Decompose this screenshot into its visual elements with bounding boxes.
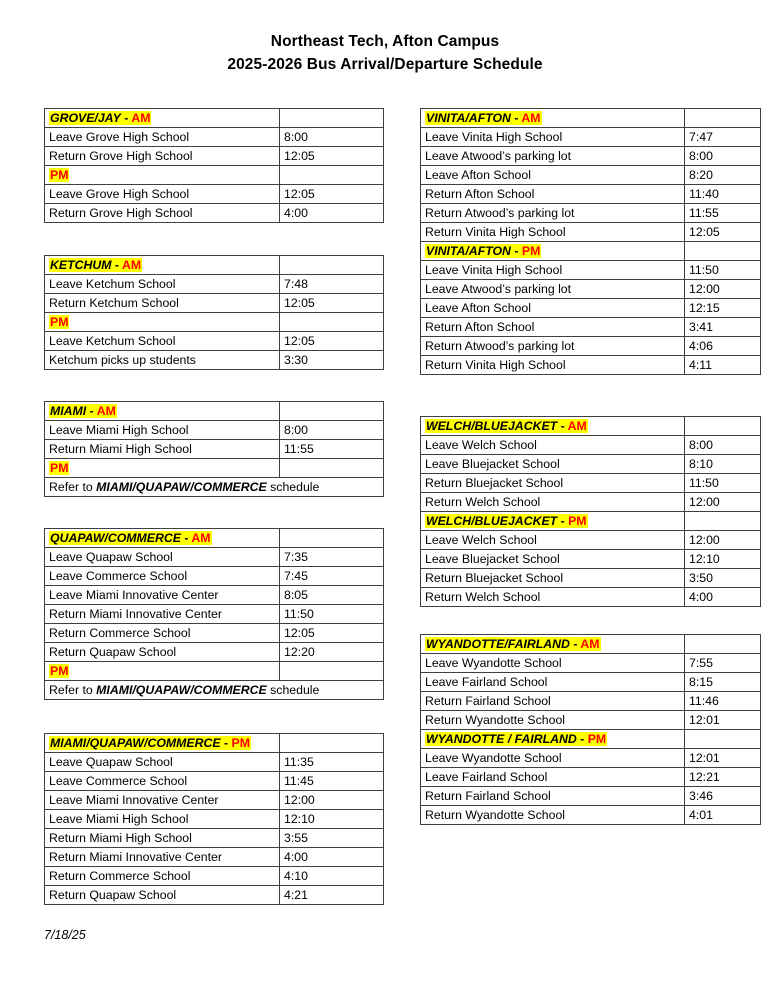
route-header-dash: -: [510, 110, 522, 125]
time-cell-empty-grove-jay-pm: [280, 166, 384, 185]
route-header-highlight: [425, 514, 588, 528]
stop-label-cell: Return Miami Innovative Center: [45, 605, 280, 624]
table-row: [421, 654, 761, 673]
table-gap: [44, 700, 374, 733]
time-cell-empty-vinita-afton-hdr2: [685, 242, 761, 261]
table-row: [45, 624, 384, 643]
route-header-highlight: [49, 111, 151, 125]
stop-time-cell: 12:10: [280, 810, 384, 829]
route-header-dash: -: [120, 110, 132, 125]
route-header-row: [421, 635, 761, 654]
stop-time-cell: 4:01: [685, 806, 761, 825]
stop-label-cell: Leave Welch School: [421, 436, 685, 455]
stop-time-cell: 4:00: [280, 848, 384, 867]
route-period-label: PM: [587, 731, 607, 746]
time-cell-empty-ketchum-hdr: [280, 256, 384, 275]
table-row: [421, 455, 761, 474]
route-header-dash: -: [569, 636, 581, 651]
pm-period-label: PM: [50, 663, 69, 678]
route-header-cell-welch-bluejacket-pm: [421, 512, 685, 531]
stop-label-cell: Leave Wyandotte School: [421, 749, 685, 768]
stop-label-cell: Return Atwood’s parking lot: [421, 337, 685, 356]
stop-label-cell: Return Wyandotte School: [421, 711, 685, 730]
stop-label-cell: Return Quapaw School: [45, 886, 280, 905]
route-header-cell-vinita-afton-am: [421, 109, 685, 128]
table-row: [421, 356, 761, 375]
table-row: [421, 531, 761, 550]
stop-time-cell: 12:00: [280, 791, 384, 810]
stop-label-cell: Return Miami High School: [45, 440, 280, 459]
stop-label-cell: Leave Commerce School: [45, 772, 280, 791]
table-row: [45, 848, 384, 867]
table-row: [45, 421, 384, 440]
route-name: WELCH/BLUEJACKET: [426, 418, 558, 433]
stop-label-cell: Leave Fairland School: [421, 768, 685, 787]
stop-time-cell: 4:21: [280, 886, 384, 905]
table-row: [421, 768, 761, 787]
table-row: [45, 275, 384, 294]
refer-note-cell-quapaw-commerce: [45, 681, 384, 700]
table-row: [421, 299, 761, 318]
route-header-row: [45, 402, 384, 421]
time-cell-empty-quapaw-commerce-hdr: [280, 529, 384, 548]
table-row: [45, 351, 384, 370]
stop-label-cell: Leave Miami High School: [45, 810, 280, 829]
route-header-highlight: [49, 404, 117, 418]
route-period-label: AM: [521, 110, 541, 125]
table-row: [421, 436, 761, 455]
stop-time-cell: 8:00: [280, 421, 384, 440]
route-header-dash: -: [557, 418, 568, 433]
stop-label-cell: Return Welch School: [421, 493, 685, 512]
stop-time-cell: 3:41: [685, 318, 761, 337]
pm-divider-cell-grove-jay: [45, 166, 280, 185]
table-row: [45, 567, 384, 586]
stop-time-cell: 12:05: [280, 185, 384, 204]
stop-time-cell: 7:47: [685, 128, 761, 147]
stop-time-cell: 8:10: [685, 455, 761, 474]
route-name: VINITA/AFTON: [426, 110, 511, 125]
stop-time-cell: 8:00: [685, 147, 761, 166]
table-row: [45, 867, 384, 886]
route-header-highlight: [425, 111, 542, 125]
route-period-label: AM: [131, 110, 151, 125]
pm-period-label: PM: [50, 460, 69, 475]
stop-label-cell: Return Miami High School: [45, 829, 280, 848]
stop-time-cell: 12:05: [280, 147, 384, 166]
route-name: WYANDOTTE/FAIRLAND: [426, 636, 570, 651]
schedule-column-left: [44, 108, 374, 905]
route-name: MIAMI/QUAPAW/COMMERCE: [50, 735, 221, 750]
table-gap: [44, 497, 374, 528]
route-period-label: AM: [580, 636, 600, 651]
route-period-label: AM: [121, 257, 142, 272]
table-row: [45, 772, 384, 791]
refer-note-suffix: schedule: [266, 682, 320, 697]
table-row: [45, 185, 384, 204]
table-row: [421, 493, 761, 512]
route-header-row: [421, 730, 761, 749]
table-row: [45, 753, 384, 772]
table-row: [45, 204, 384, 223]
stop-time-cell: 4:10: [280, 867, 384, 886]
stop-label-cell: Leave Miami High School: [45, 421, 280, 440]
route-header-row: [421, 512, 761, 531]
schedule-table-welch-bluejacket: [420, 416, 761, 607]
refer-note-route: MIAMI/QUAPAW/COMMERCE: [96, 479, 267, 494]
stop-time-cell: 4:00: [280, 204, 384, 223]
table-row: [421, 550, 761, 569]
time-cell-empty-vinita-afton-hdr: [685, 109, 761, 128]
stop-label-cell: Leave Afton School: [421, 166, 685, 185]
stop-label-cell: Return Vinita High School: [421, 356, 685, 375]
route-header-cell-wyandotte-fairland-am: [421, 635, 685, 654]
time-cell-empty-wyandotte-fairland-hdr: [685, 635, 761, 654]
table-row: [421, 569, 761, 588]
stop-label-cell: Leave Ketchum School: [45, 275, 280, 294]
stop-time-cell: 11:55: [280, 440, 384, 459]
refer-note-suffix: schedule: [266, 479, 320, 494]
stop-label-cell: Return Fairland School: [421, 692, 685, 711]
table-row: [421, 711, 761, 730]
route-name: MIAMI: [50, 403, 87, 418]
route-header-dash: -: [510, 243, 522, 258]
stop-time-cell: 12:01: [685, 711, 761, 730]
pm-divider-cell-quapaw-commerce: [45, 662, 280, 681]
stop-label-cell: Return Wyandotte School: [421, 806, 685, 825]
stop-label-cell: Leave Afton School: [421, 299, 685, 318]
schedule-column-right: [420, 108, 751, 825]
footer-revision-date: 7/18/25: [44, 928, 86, 942]
table-row: [421, 318, 761, 337]
stop-label-cell: Return Atwood’s parking lot: [421, 204, 685, 223]
table-row: [45, 294, 384, 313]
stop-label-cell: Leave Quapaw School: [45, 548, 280, 567]
stop-label-cell: Return Afton School: [421, 185, 685, 204]
route-header-row: [45, 109, 384, 128]
table-row: [45, 440, 384, 459]
route-header-cell-miami-quapaw-commerce-pm-pm: [45, 734, 280, 753]
route-header-dash: -: [111, 257, 122, 272]
route-name: WELCH/BLUEJACKET: [426, 513, 558, 528]
time-cell-empty-wyandotte-fairland-hdr2: [685, 730, 761, 749]
table-row: [421, 337, 761, 356]
table-row: [45, 643, 384, 662]
table-row: [45, 829, 384, 848]
stop-time-cell: 11:50: [280, 605, 384, 624]
pm-divider-cell-miami: [45, 459, 280, 478]
table-row: [45, 791, 384, 810]
table-row: [45, 128, 384, 147]
stop-time-cell: 12:15: [685, 299, 761, 318]
route-header-highlight: [49, 258, 142, 272]
stop-time-cell: 12:05: [280, 294, 384, 313]
route-period-label: PM: [568, 513, 587, 528]
schedule-table-miami: [44, 401, 384, 497]
route-header-highlight: [425, 637, 601, 651]
stop-label-cell: Leave Miami Innovative Center: [45, 586, 280, 605]
stop-label-cell: Return Ketchum School: [45, 294, 280, 313]
stop-label-cell: Leave Bluejacket School: [421, 550, 685, 569]
page-title-line-1: Northeast Tech, Afton Campus: [270, 33, 500, 50]
table-row: [421, 673, 761, 692]
route-header-highlight: [425, 732, 607, 746]
stop-label-cell: Return Afton School: [421, 318, 685, 337]
pm-divider-row: [45, 313, 384, 332]
route-header-highlight: [49, 736, 251, 750]
stop-time-cell: 12:00: [685, 531, 761, 550]
table-row: [421, 166, 761, 185]
pm-divider-row: [45, 662, 384, 681]
route-period-label: AM: [96, 403, 116, 418]
stop-time-cell: 7:45: [280, 567, 384, 586]
stop-time-cell: 12:21: [685, 768, 761, 787]
document-title-block: [0, 0, 770, 76]
route-header-cell-quapaw-commerce-am: [45, 529, 280, 548]
stop-label-cell: Leave Atwood’s parking lot: [421, 280, 685, 299]
stop-label-cell: Return Vinita High School: [421, 223, 685, 242]
time-cell-empty-miami-pm: [280, 459, 384, 478]
stop-label-cell: Return Miami Innovative Center: [45, 848, 280, 867]
table-row: [421, 692, 761, 711]
stop-time-cell: 4:11: [685, 356, 761, 375]
table-row: [421, 147, 761, 166]
stop-label-cell: Return Commerce School: [45, 867, 280, 886]
stop-time-cell: 11:40: [685, 185, 761, 204]
route-header-highlight: [425, 419, 588, 433]
stop-time-cell: 8:00: [280, 128, 384, 147]
table-row: [45, 605, 384, 624]
stop-label-cell: Ketchum picks up students: [45, 351, 280, 370]
route-name: WYANDOTTE / FAIRLAND: [426, 731, 577, 746]
page-title-line-2: 2025-2026 Bus Arrival/Departure Schedule: [227, 56, 543, 73]
refer-note-cell-miami: [45, 478, 384, 497]
stop-label-cell: Leave Grove High School: [45, 128, 280, 147]
stop-time-cell: 3:46: [685, 787, 761, 806]
route-header-cell-wyandotte-fairland-pm: [421, 730, 685, 749]
table-row: [421, 806, 761, 825]
stop-time-cell: 12:05: [280, 332, 384, 351]
route-header-row: [45, 734, 384, 753]
schedule-table-ketchum: [44, 255, 384, 370]
route-header-dash: -: [86, 403, 97, 418]
pm-period-label: PM: [50, 314, 69, 329]
stop-time-cell: 8:05: [280, 586, 384, 605]
table-gap: [420, 375, 751, 416]
stop-time-cell: 12:00: [685, 493, 761, 512]
stop-label-cell: Leave Atwood’s parking lot: [421, 147, 685, 166]
schedule-table-miami-quapaw-commerce-pm: [44, 733, 384, 905]
route-header-highlight: [425, 244, 541, 258]
route-header-row: [421, 109, 761, 128]
route-header-dash: -: [180, 530, 192, 545]
stop-label-cell: Return Bluejacket School: [421, 474, 685, 493]
stop-time-cell: 3:30: [280, 351, 384, 370]
stop-time-cell: 11:45: [280, 772, 384, 791]
stop-time-cell: 12:05: [685, 223, 761, 242]
refer-note-prefix: Refer to: [49, 479, 97, 494]
route-name: VINITA/AFTON: [426, 243, 511, 258]
route-header-cell-vinita-afton-pm: [421, 242, 685, 261]
time-cell-empty-grove-jay-hdr: [280, 109, 384, 128]
stop-time-cell: 12:00: [685, 280, 761, 299]
route-header-cell-welch-bluejacket-am: [421, 417, 685, 436]
stop-time-cell: 12:10: [685, 550, 761, 569]
schedule-table-quapaw-commerce: [44, 528, 384, 700]
table-gap: [44, 223, 374, 255]
table-row: [45, 810, 384, 829]
table-row: [45, 886, 384, 905]
pm-divider-cell-ketchum: [45, 313, 280, 332]
route-header-dash: -: [220, 735, 232, 750]
time-cell-empty-welch-bluejacket-hdr2: [685, 512, 761, 531]
schedule-table-vinita-afton: [420, 108, 761, 375]
time-cell-empty-miami-hdr: [280, 402, 384, 421]
route-header-row: [45, 256, 384, 275]
table-gap: [420, 607, 751, 634]
stop-time-cell: 11:50: [685, 261, 761, 280]
route-name: KETCHUM: [50, 257, 112, 272]
stop-time-cell: 12:20: [280, 643, 384, 662]
stop-label-cell: Leave Commerce School: [45, 567, 280, 586]
route-header-cell-miami-am: [45, 402, 280, 421]
table-row: [421, 261, 761, 280]
table-row: [45, 332, 384, 351]
schedule-table-grove-jay: [44, 108, 384, 223]
stop-label-cell: Return Welch School: [421, 588, 685, 607]
stop-label-cell: Return Fairland School: [421, 787, 685, 806]
stop-time-cell: 11:55: [685, 204, 761, 223]
route-name: GROVE/JAY: [50, 110, 121, 125]
stop-label-cell: Leave Vinita High School: [421, 128, 685, 147]
stop-time-cell: 4:06: [685, 337, 761, 356]
stop-time-cell: 3:55: [280, 829, 384, 848]
stop-time-cell: 3:50: [685, 569, 761, 588]
stop-time-cell: 11:35: [280, 753, 384, 772]
table-row: [421, 474, 761, 493]
stop-time-cell: 11:46: [685, 692, 761, 711]
schedule-table-wyandotte-fairland: [420, 634, 761, 825]
time-cell-empty-miami-quapaw-commerce-pm-hdr: [280, 734, 384, 753]
route-header-row: [45, 529, 384, 548]
stop-label-cell: Leave Grove High School: [45, 185, 280, 204]
table-row: [421, 787, 761, 806]
stop-time-cell: 8:15: [685, 673, 761, 692]
pm-period-label: PM: [50, 167, 69, 182]
stop-time-cell: 7:48: [280, 275, 384, 294]
stop-label-cell: Return Commerce School: [45, 624, 280, 643]
table-row: [421, 749, 761, 768]
route-header-dash: -: [557, 513, 569, 528]
stop-time-cell: 7:35: [280, 548, 384, 567]
stop-label-cell: Return Grove High School: [45, 147, 280, 166]
stop-label-cell: Leave Miami Innovative Center: [45, 791, 280, 810]
stop-time-cell: 11:50: [685, 474, 761, 493]
route-period-label: PM: [521, 243, 541, 258]
refer-note-prefix: Refer to: [49, 682, 97, 697]
route-header-row: [421, 242, 761, 261]
table-row: [421, 128, 761, 147]
stop-time-cell: 12:05: [280, 624, 384, 643]
stop-time-cell: 8:00: [685, 436, 761, 455]
time-cell-empty-welch-bluejacket-hdr: [685, 417, 761, 436]
refer-note-row: [45, 478, 384, 497]
time-cell-empty-quapaw-commerce-pm: [280, 662, 384, 681]
route-header-row: [421, 417, 761, 436]
stop-label-cell: Leave Fairland School: [421, 673, 685, 692]
route-name: QUAPAW/COMMERCE: [50, 530, 181, 545]
table-row: [45, 586, 384, 605]
table-row: [421, 223, 761, 242]
table-row: [421, 280, 761, 299]
pm-divider-row: [45, 459, 384, 478]
route-period-label: AM: [191, 530, 211, 545]
route-header-dash: -: [576, 731, 588, 746]
refer-note-row: [45, 681, 384, 700]
stop-label-cell: Leave Welch School: [421, 531, 685, 550]
stop-label-cell: Leave Bluejacket School: [421, 455, 685, 474]
stop-label-cell: Leave Quapaw School: [45, 753, 280, 772]
stop-time-cell: 12:01: [685, 749, 761, 768]
stop-label-cell: Return Grove High School: [45, 204, 280, 223]
table-row: [421, 185, 761, 204]
route-header-cell-grove-jay-am: [45, 109, 280, 128]
table-row: [421, 588, 761, 607]
route-header-highlight: [49, 531, 212, 545]
table-row: [45, 548, 384, 567]
stop-label-cell: Return Bluejacket School: [421, 569, 685, 588]
stop-time-cell: 7:55: [685, 654, 761, 673]
stop-time-cell: 8:20: [685, 166, 761, 185]
refer-note-route: MIAMI/QUAPAW/COMMERCE: [96, 682, 267, 697]
table-row: [421, 204, 761, 223]
table-row: [45, 147, 384, 166]
route-period-label: PM: [231, 735, 250, 750]
stop-label-cell: Return Quapaw School: [45, 643, 280, 662]
route-period-label: AM: [567, 418, 587, 433]
table-gap: [44, 370, 374, 401]
stop-label-cell: Leave Ketchum School: [45, 332, 280, 351]
pm-divider-row: [45, 166, 384, 185]
stop-time-cell: 4:00: [685, 588, 761, 607]
time-cell-empty-ketchum-pm: [280, 313, 384, 332]
route-header-cell-ketchum-am: [45, 256, 280, 275]
stop-label-cell: Leave Vinita High School: [421, 261, 685, 280]
stop-label-cell: Leave Wyandotte School: [421, 654, 685, 673]
